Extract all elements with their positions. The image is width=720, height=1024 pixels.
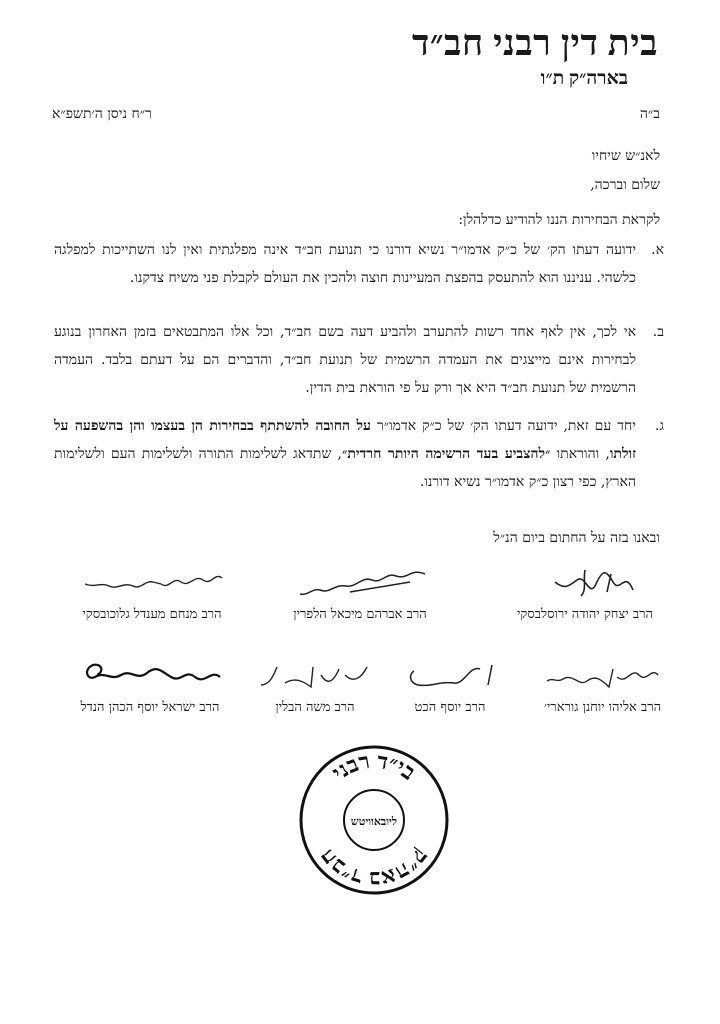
handwritten-signature bbox=[400, 655, 500, 695]
handwritten-signature bbox=[255, 655, 375, 695]
stamp-top-text: בי״ד רבני bbox=[327, 747, 421, 785]
signature-block bbox=[265, 560, 455, 622]
paragraph-text: ידועה דעתו הק׳ של כ״ק אדמו״ר נשיא דורנו כי תנועת חב״ד אינה מפלגתית ואין לנו השתייכות למפלגה כלשהי. עניננו הוא להתעסק בהפצת המעיינות חוצה ולהכין את העולם לקבלת פני משיח צדקנו. bbox=[54, 242, 636, 286]
signing-intro: ובאנו בזה על החתום ביום הנ״ל bbox=[493, 530, 660, 546]
greeting: שלום וברכה, bbox=[590, 177, 660, 193]
signatory-name: הרב ישראל יוסף הכהן הנדל bbox=[80, 700, 220, 715]
signatory-name: הרב מנחם מענדל גלוכובסקי bbox=[82, 607, 222, 622]
letterhead-title: בית דין רבני חב״ד bbox=[412, 23, 658, 63]
paragraph-text bbox=[54, 412, 636, 496]
paragraph-text-mid: , והוראתו bbox=[550, 446, 610, 462]
handwritten-signature bbox=[77, 560, 227, 602]
handwritten-signature bbox=[290, 560, 430, 602]
signature-block bbox=[385, 655, 515, 715]
bh-mark: ב״ה bbox=[639, 106, 660, 122]
signatory-name: הרב משה הבלין bbox=[275, 700, 355, 715]
stamp-seal bbox=[298, 744, 450, 896]
court-stamp bbox=[298, 744, 450, 900]
paragraph-letter: ב. bbox=[652, 324, 664, 340]
paragraph-bold-instruction: ״להצביע בעד הרשימה היותר חרדית״ bbox=[342, 446, 551, 462]
paragraph-alef bbox=[54, 236, 664, 292]
handwritten-signature bbox=[525, 560, 645, 602]
signatory-name: הרב יוסף הכט bbox=[414, 700, 486, 715]
svg-text:חב״ד באה״ק bbox=[314, 844, 434, 892]
paragraph-gimel bbox=[54, 412, 664, 496]
stamp-bottom-text: חב״ד באה״ק bbox=[313, 844, 435, 893]
signature-block bbox=[60, 655, 240, 715]
intro-line: לקראת הבחירות הננו להודיע כדלהלן: bbox=[458, 212, 660, 228]
signature-block bbox=[490, 560, 680, 622]
signatory-name: הרב יצחק יהודה ירוסלבסקי bbox=[517, 607, 653, 622]
paragraph-text: אי לכך, אין לאף אחד רשות להתערב ולהביע דעה בשם חב״ד, וכל אלו המתבטאים בזמן האחרון בנוגע לבחירות אינם מייצגים את העמדה הרשמית של תנועת חב״ד, והדברים הם על דעתם בלבד. העמדה הרשמית של תנועת חב״ד היא אך ורק על פי הוראת בית הדין. bbox=[54, 324, 636, 396]
paragraph-letter: א. bbox=[651, 242, 664, 258]
paragraph-bet bbox=[54, 318, 664, 402]
letter-date: ר״ח ניסן ה׳תשפ״א bbox=[52, 106, 152, 122]
signatory-name: הרב אברהם מיכאל הלפרין bbox=[293, 607, 427, 622]
paragraph-letter: ג. bbox=[654, 418, 664, 434]
signature-block bbox=[245, 655, 385, 715]
signature-block bbox=[52, 560, 252, 622]
handwritten-signature bbox=[543, 655, 663, 695]
handwritten-signature bbox=[75, 655, 225, 695]
signature-block bbox=[520, 655, 685, 715]
paragraph-bold-obligation: על החובה להשתתף בבחירות הן בעצמו והן בהשפעה על זולתו bbox=[54, 418, 636, 462]
paragraph-text-start: יחד עם זאת, ידועה דעתו הק׳ של כ״ק אדמו״ר bbox=[370, 418, 636, 434]
addressee: לאנ״ש שיחיו bbox=[591, 148, 660, 164]
paragraph-text-end: , שתדאג לשלימות התורה ולשלימות העם ולשלימות הארץ, כפי רצון כ״ק אדמו״ר נשיא דורנו. bbox=[54, 446, 636, 490]
letterhead-subtitle: בארה״ק ת״ו bbox=[540, 68, 628, 89]
signatory-name: הרב אליהו יוחנן גורארי׳ bbox=[543, 700, 662, 715]
stamp-center-text: ליובאוויטש bbox=[350, 816, 398, 828]
